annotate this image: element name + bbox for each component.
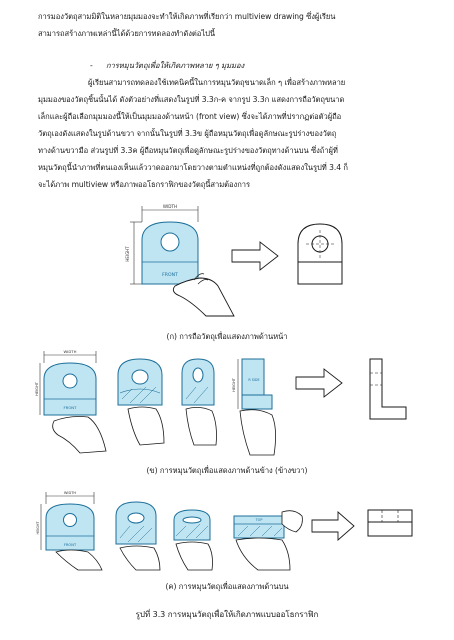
height-label: HEIGHT — [232, 378, 236, 392]
arrow-icon — [312, 512, 354, 540]
bracket-object-rotating — [182, 359, 214, 405]
front-view-drawing — [298, 224, 342, 284]
figure-c-illustration — [36, 490, 428, 570]
width-label: WIDTH — [63, 349, 77, 354]
figure-b-illustration — [36, 345, 428, 460]
bullet-marker: - — [90, 61, 93, 70]
front-label: FRONT — [162, 273, 178, 278]
height-label: HEIGHT — [35, 382, 39, 396]
bracket-object-front — [46, 504, 94, 550]
front-label: FRONT — [63, 405, 77, 410]
arrow-icon — [296, 369, 342, 397]
paragraph-line: จะได้ภาพ multiview หรือภาพออโธกราฟิกของวัตถุนี้สามต้องการ — [38, 180, 250, 189]
hand-sketch — [56, 550, 102, 570]
width-label: WIDTH — [63, 491, 77, 495]
hand-sketch — [176, 542, 213, 570]
hand-sketch — [173, 278, 234, 316]
paragraph-line: ผู้เรียนสามารถทดลองใช้เทคนิคนี้ในการหมุนวัตถุขนาดเล็ก ๆ เพื่อสร้างภาพหลาย — [88, 78, 346, 87]
bracket-object-front — [142, 222, 198, 284]
bracket-object-rotating — [118, 359, 162, 405]
body-text-line: สามารถสร้างภาพเหล่านี้ได้ด้วยการทดลองทำดังต่อไปนี้ — [38, 29, 215, 38]
figure-a-illustration — [120, 200, 360, 320]
side-label: R SIDE — [248, 378, 260, 382]
paragraph-line: มุมมองของวัตถุชิ้นนั้นได้ ดังตัวอย่างที่แสดงในรูปที่ 3.3ก-ค จากรูป 3.3ก แสดงการถือวัตถุขนาด — [38, 95, 345, 104]
width-label: WIDTH — [162, 204, 178, 209]
bracket-object-top — [234, 516, 284, 538]
paragraph-line: เล็กและผู้ถือเลือกมุมมองนี้ให้เป็นมุมมองด้านหน้า (front view) ซึ่งจะได้ภาพที่ปรากฏต่อตัวผู้ถือ — [38, 112, 342, 121]
side-view-drawing — [370, 359, 406, 419]
caption-b: (ข) การหมุนวัตถุเพื่อแสดงภาพด้านข้าง (ข้างขวา) — [146, 466, 308, 475]
paragraph-line: ทางด้านขวามือ ส่วนรูปที่ 3.3ค ผู้ถือหมุนวัตถุเพื่อดูลักษณะรูปร่างของวัตถุทางด้านบน ซึ่งถ้าผู้ที่ — [38, 146, 338, 155]
caption-c: (ค) การหมุนวัตถุเพื่อแสดงภาพด้านบน — [165, 582, 289, 591]
hand-sketch — [186, 407, 217, 445]
bracket-object-rotating — [116, 502, 156, 544]
hand-sketch — [236, 538, 290, 570]
hand-sketch — [128, 407, 164, 445]
paragraph-line: หมุนวัตถุนี้นำภาพที่ตนเองเห็นแล้ววาดออกมาโดยวางตามตำแหน่งที่ถูกต้องดังแสดงในรูปที่ 3.4 ก็ — [38, 163, 348, 172]
figure-caption: รูปที่ 3.3 การหมุนวัตถุเพื่อให้เกิดภาพแบบออโธกราฟิก — [135, 610, 319, 619]
height-label: HEIGHT — [125, 246, 130, 262]
bracket-object-side — [242, 359, 272, 409]
arrow-icon — [232, 242, 278, 270]
bracket-object-rotating — [174, 510, 210, 540]
body-text-line: การมองวัตถุสามมิติในหลายมุมมองจะทำให้เกิดภาพที่เรียกว่า multiview drawing ซึ่งผู้เรียน — [38, 12, 336, 21]
height-dimension — [130, 222, 142, 284]
hand-sketch — [282, 511, 302, 532]
hand-sketch — [120, 546, 160, 570]
bracket-object-front — [44, 363, 96, 415]
hand-sketch — [53, 417, 106, 454]
section-heading: การหมุนวัตถุเพื่อให้เกิดภาพหลาย ๆ มุมมอง — [106, 61, 245, 70]
height-label: HEIGHT — [36, 521, 40, 535]
top-label: TOP — [255, 518, 263, 522]
front-label: FRONT — [63, 543, 77, 547]
caption-a: (ก) การถือวัตถุเพื่อแสดงภาพด้านหน้า — [166, 332, 288, 341]
hand-sketch — [240, 410, 276, 455]
top-view-drawing — [368, 510, 412, 536]
paragraph-line: วัตถุเองดังแสดงในรูปด้านขวา จากนั้นในรูปที่ 3.3ข ผู้ถือหมุนวัตถุเพื่อดูลักษณะรูปร่างของวัตถุ — [38, 129, 337, 138]
